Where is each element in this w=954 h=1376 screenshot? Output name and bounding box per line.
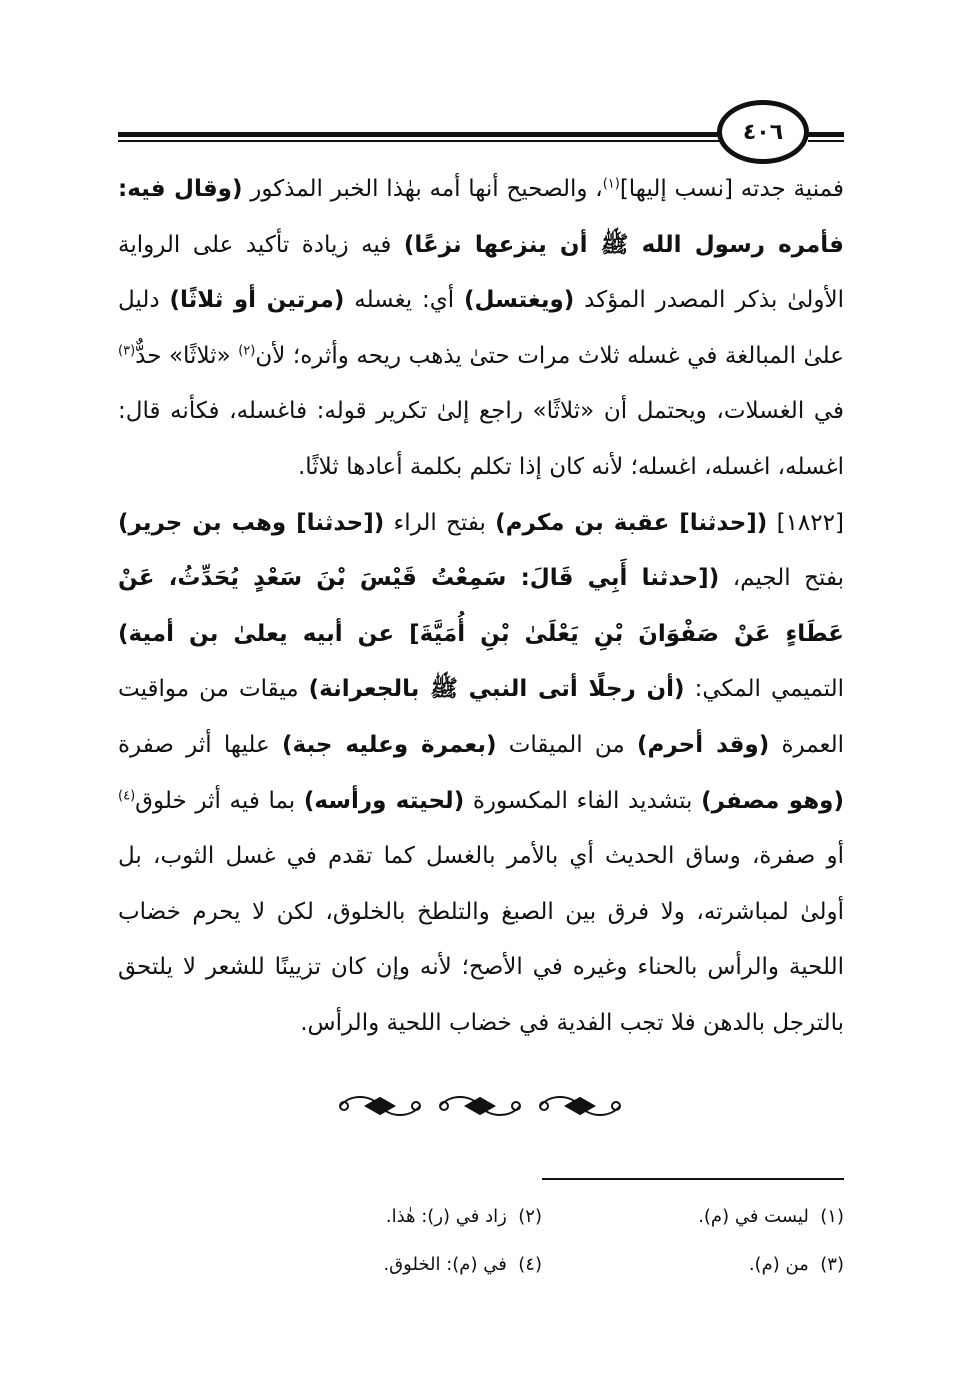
text-run: بما فيه أثر خلوق — [135, 787, 304, 814]
footnote-ref: (١) — [602, 176, 620, 192]
footnote-text: زاد في (ر): هٰذا. — [385, 1205, 507, 1227]
text-run: ميقات من مواقيت العمرة — [118, 676, 845, 758]
footnote-text: ليست في (م). — [698, 1205, 809, 1227]
footnote-number: (٤) — [518, 1253, 542, 1275]
main-text — [118, 162, 844, 1052]
footnote-ref: (٣) — [118, 343, 136, 359]
hadith-quote: (مرتين أو ثلاثًا) — [169, 287, 345, 314]
ornament-motif — [540, 1097, 620, 1115]
hadith-quote: (وهو مصفر) — [701, 787, 844, 814]
text-run: التميمي المكي: — [684, 676, 844, 703]
text-run: ، والصحيح أنها أمه بهٰذا الخبر المذكور — [242, 176, 603, 202]
text-run: دليل علىٰ المبالغة في غسله ثلاث مرات حتىٰ يذهب ريحه وأثره؛ لأن — [118, 287, 845, 369]
footnote-text: من (م). — [748, 1253, 809, 1275]
footnote-text: في (م): الخلوق. — [383, 1253, 507, 1275]
footnote-ref: (٤) — [118, 787, 136, 803]
text-run: فيه زيادة تأكيد على الرواية الأولىٰ بذكر المصدر المؤكد — [118, 231, 844, 314]
ornament-motif — [440, 1097, 520, 1115]
hadith-quote: (وقال فيه: فأمره رسول الله ﷺ أن ينزعها نزعًا) — [118, 176, 844, 258]
footnote — [542, 1206, 844, 1227]
text-run: أي: يغسله — [344, 287, 465, 314]
footnote — [282, 1254, 542, 1275]
footnote — [542, 1254, 844, 1275]
footnote-number: (٢) — [518, 1205, 542, 1227]
text-run: فمنية جدته [نسب إليها] — [619, 176, 844, 202]
paragraph-2 — [118, 496, 844, 1052]
footnote-number: (٣) — [820, 1253, 844, 1275]
hadith-quote: (بعمرة وعليه جبة) — [282, 731, 497, 758]
footnote-ref: (٢) — [238, 343, 256, 359]
text-run: أو صفرة، وساق الحديث أي بالأمر بالغسل كما تقدم في غسل الثوب، بل أولىٰ لمباشرته، ولا فرق بين الصبغ والتلطخ بالخلوق، لكن لا يحرم خضاب اللحية والرأس بالحناء وغيره في الأصح؛ لأنه وإن كان تزيينًا للشعر لا يلتحق بالترجل بالدهن فلا تجب الفدية في خضاب اللحية والرأس. — [118, 843, 844, 1036]
header-rule-thin — [118, 140, 720, 142]
footnote-separator — [542, 1178, 844, 1180]
page-number: ٤٠٦ — [717, 100, 809, 164]
text-run: من الميقات — [496, 731, 637, 758]
hadith-number: [١٨٢٢] — [767, 509, 844, 536]
text-run: بتشديد الفاء المكسورة — [464, 787, 702, 814]
hadith-quote: (أن رجلًا أتى النبي ﷺ بالجعرانة) — [308, 676, 685, 703]
paragraph-1 — [118, 162, 844, 496]
footnote — [282, 1206, 542, 1227]
hadith-quote: ([حدثنا] عقبة بن مكرم) — [495, 509, 768, 536]
hadith-quote: (وقد أحرم) — [637, 731, 770, 758]
header-rule — [118, 132, 720, 137]
text-run: بفتح الراء — [384, 509, 496, 536]
footnotes — [280, 1192, 844, 1288]
hadith-quote: (لحيته ورأسه) — [303, 787, 465, 814]
text-run: في الغسلات، ويحتمل أن «ثلاثًا» راجع إلىٰ تكرير قوله: فاغسله، فكأنه قال: اغسله، اغسله، اغسله؛ لأنه كان إذا تكلم بكلمة أعادها ثلاثًا. — [118, 398, 844, 480]
footnote-row — [280, 1192, 844, 1240]
section-divider-ornament — [330, 1088, 630, 1124]
text-run: بفتح الجيم، — [719, 565, 844, 592]
text-run: عليها أثر صفرة — [118, 731, 283, 758]
header-rule-right — [808, 132, 844, 137]
footnote-row — [280, 1240, 844, 1288]
header-rule-right-thin — [808, 140, 844, 142]
hadith-quote: ([حدثنا أَبِي قَالَ: سَمِعْتُ قَيْسَ بْنَ سَعْدٍ يُحَدِّثُ، عَنْ عَطَاءٍ عَنْ صَفْوَانَ بْنِ يَعْلَىٰ بْنِ أُمَيَّةَ] عن أبيه يعلىٰ بن أمية) — [118, 565, 844, 647]
ornament-motif — [340, 1097, 420, 1115]
hadith-quote: ([حدثنا] وهب بن جرير) — [118, 509, 385, 536]
text-run: «ثلاثًا» حدٌّ — [135, 342, 239, 369]
footnote-number: (١) — [820, 1205, 844, 1227]
hadith-quote: (ويغتسل) — [464, 287, 575, 314]
